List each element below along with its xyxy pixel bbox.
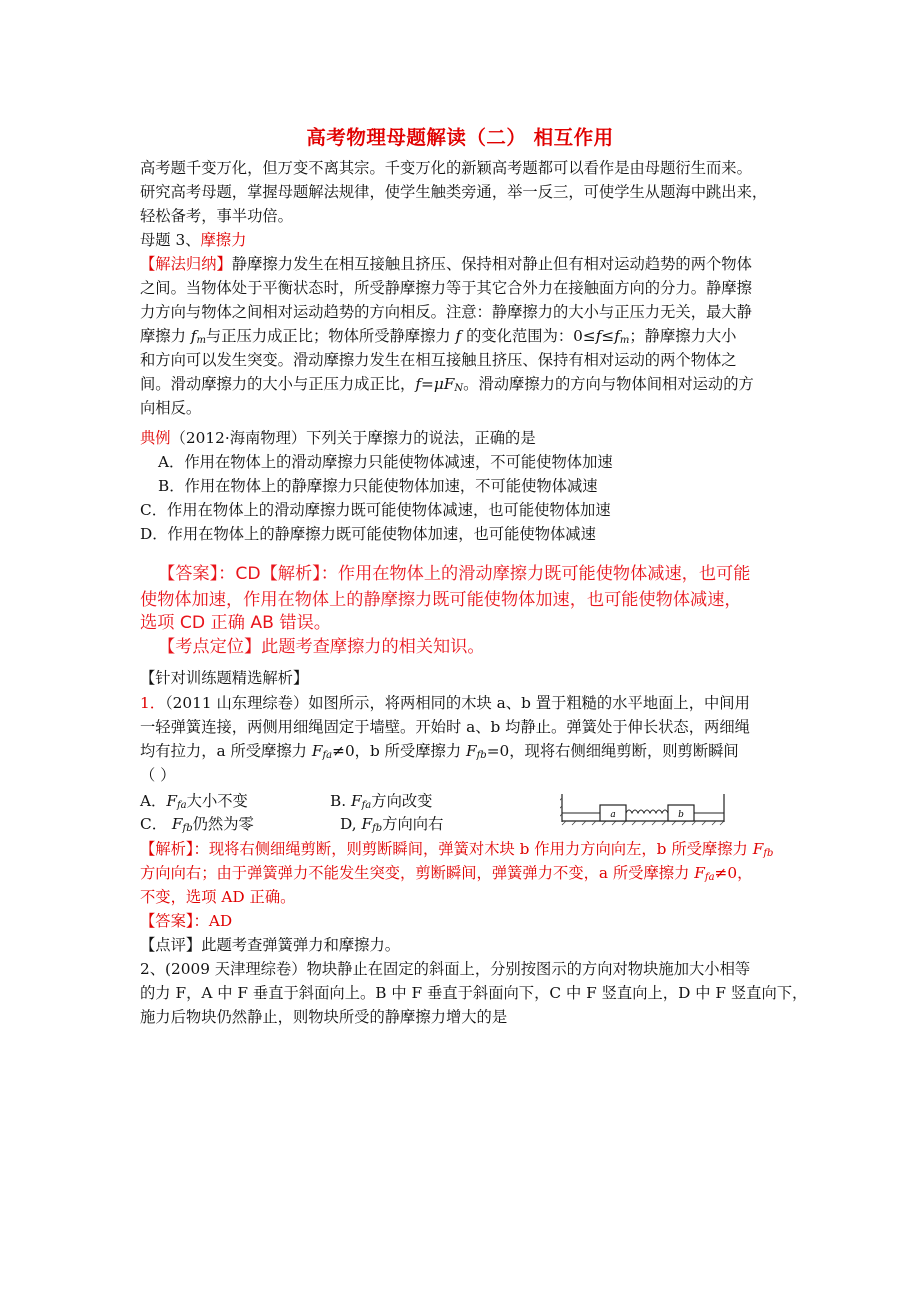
example-option-d: D．作用在物体上的静摩擦力既可能使物体加速，也可能使物体减速 [140,525,596,543]
method-line-4 [140,325,736,352]
intro-line-1: 高考题千变万化，但万变不离其宗。千变万化的新颖高考题都可以看作是由母题衍生而来。 [140,159,752,177]
q1-analysis-line-1 [140,838,773,865]
analysis-text: 方向向右；由于弹簧弹力不能发生突变，剪断瞬间，弹簧弹力不变，a 所受摩擦力 [140,864,695,882]
q1-line-1 [140,692,750,714]
symbol-F: F [465,742,477,760]
method-line-3: 力方向与物体之间相对运动趋势的方向相反。注意：静摩擦力的大小与正压力无关，最大静 [140,303,752,321]
q1-text: ≠0，b 所受摩擦力 [332,742,466,760]
training-header: 【针对训练题精选解析】 [140,669,309,687]
symbol-F: F [311,742,323,760]
subscript: fa [704,872,715,883]
option-letter: A． [140,792,167,810]
symbol-f: f [595,327,602,345]
topic-prefix: 母题 3、 [140,231,201,249]
formula: f=μF [415,375,455,393]
method-text: 与正压力成正比；物体所受静摩擦力 [205,327,456,345]
example-question-text: （2012·海南物理）下列关于摩擦力的说法，正确的是 [170,429,536,447]
intro-line-2: 研究高考母题，掌握母题解法规律，使学生触类旁通，举一反三，可使学生从题海中跳出来， [140,183,768,201]
q1-number: 1． [140,694,166,712]
method-text: 的变化范围为：0≤ [461,327,596,345]
method-line-5: 和方向可以发生突变。滑动摩擦力发生在相互接触且挤压、保持有相对运动的两个物体之 [140,351,737,369]
symbol-F: F [171,815,183,833]
method-text: 间。滑动摩擦力的大小与正压力成正比， [140,375,416,393]
symbol-F: F [350,792,362,810]
q1-line-3 [140,740,739,767]
subscript: fa [176,800,187,811]
example-label: 典例 [140,429,171,447]
q1-answer [140,910,232,932]
method-text: 摩擦力 [140,327,191,345]
option-text: 仍然为零 [192,815,254,833]
subscript: fa [361,800,372,811]
q1-line-2: 一轻弹簧连接，两侧用细绳固定于墙壁。开始时 a、b 均静止。弹簧处于伸长状态，两细绳 [140,718,750,736]
q2-line-3: 施力后物块仍然静止，则物块所受的静摩擦力增大的是 [140,1008,508,1026]
subscript: fb [476,750,487,761]
q1-comment: 【点评】此题考查弹簧弹力和摩擦力。 [140,936,401,954]
method-label: 【解法归纳】 [140,255,232,273]
example-option-b: B．作用在物体上的静摩擦力只能使物体加速，不可能使物体减速 [158,477,598,495]
topic-heading [140,229,246,251]
symbol-F: F [166,792,177,810]
symbol-f: f [614,327,620,345]
q1-option-d [340,813,443,840]
method-text: 。滑动摩擦力的方向与物体间相对运动的方 [463,375,754,393]
symbol-f: f [455,327,462,345]
subscript: fb [372,823,383,834]
topic-name: 摩擦力 [200,231,247,249]
answer-line-3: 选项 CD 正确 AB 错误。 [140,613,331,633]
symbol-F: F [694,864,705,882]
analysis-text: 现将右侧细绳剪断，则剪断瞬间，弹簧对木块 b 作用力方向向左，b 所受摩擦力 [208,840,753,858]
symbol-F: F [752,840,764,858]
method-line-7: 向相反。 [140,399,202,417]
option-text: 大小不变 [186,792,248,810]
q1-text: （2011 山东理综卷）如图所示，将两相同的木块 a、b 置于粗糙的水平地面上，中间用 [165,694,750,712]
q1-option-c [140,813,254,840]
q1-answer-paren: （ ） [140,766,176,784]
q1-text: 均有拉力，a 所受摩擦力 [140,742,312,760]
intro-line-3: 轻松备考，事半功倍。 [140,207,293,225]
option-letter: C． [140,815,172,833]
option-text: 方向改变 [371,792,433,810]
subscript: m [196,335,206,346]
spring-blocks-diagram [560,790,726,826]
block-b-label: b [678,810,684,820]
q1-text: =0，现将右侧细绳剪断，则剪断瞬间 [486,742,739,760]
example-option-c: C．作用在物体上的滑动摩擦力既可能使物体减速，也可能使物体加速 [140,501,611,519]
page-title: 高考物理母题解读（二） 相互作用 [306,126,614,149]
method-line-1 [140,253,752,275]
option-letter: B. [330,792,351,810]
spring [626,810,668,813]
answer-line-1: 【答案】：CD【解析】：作用在物体上的滑动摩擦力既可能使物体减速，也可能 [158,564,751,584]
subscript: fb [763,848,774,859]
method-text: ≤ [601,327,615,345]
method-text: 静摩擦力发生在相互接触且挤压、保持相对静止但有相对运动趋势的两个物体 [231,255,752,273]
subscript: N [454,383,464,394]
q2-line-1: 2、(2009 天津理综卷）物块静止在固定的斜面上，分别按图示的方向对物块施加大小相等 [140,960,751,978]
option-text: 方向向右 [382,815,444,833]
analysis-label: 【解析】： [140,840,209,858]
method-text: ；静摩擦力大小 [629,327,737,345]
symbol-f: f [190,327,197,345]
symbol-F: F [361,815,373,833]
answer-label: 【答案】： [140,912,209,930]
method-line-2: 之间。当物体处于平衡状态时，所受静摩擦力等于其它合外力在接触面方向的分力。静摩擦 [140,279,752,297]
subscript: m [619,335,630,346]
answer-value: AD [208,912,233,930]
subscript: fb [182,823,193,834]
analysis-text: ≠0， [714,864,753,882]
method-line-6 [140,373,754,400]
answer-line-2: 使物体加速，作用在物体上的静摩擦力既可能使物体加速，也可能使物体减速， [140,590,742,610]
example-question [140,427,536,449]
example-option-a: A．作用在物体上的滑动摩擦力只能使物体减速，不可能使物体加速 [158,453,613,471]
q2-line-2: 的力 F，A 中 F 垂直于斜面向上。B 中 F 垂直于斜面向下，C 中 F 竖直向上，D 中 F 竖直向下， [140,984,808,1002]
option-letter: D, [340,815,362,833]
block-a-label: a [610,810,616,820]
q1-analysis-line-3: 不变，选项 AD 正确。 [140,888,296,906]
subscript: fa [322,750,333,761]
q1-analysis-line-2 [140,862,752,889]
answer-line-4: 【考点定位】此题考查摩擦力的相关知识。 [158,637,485,657]
